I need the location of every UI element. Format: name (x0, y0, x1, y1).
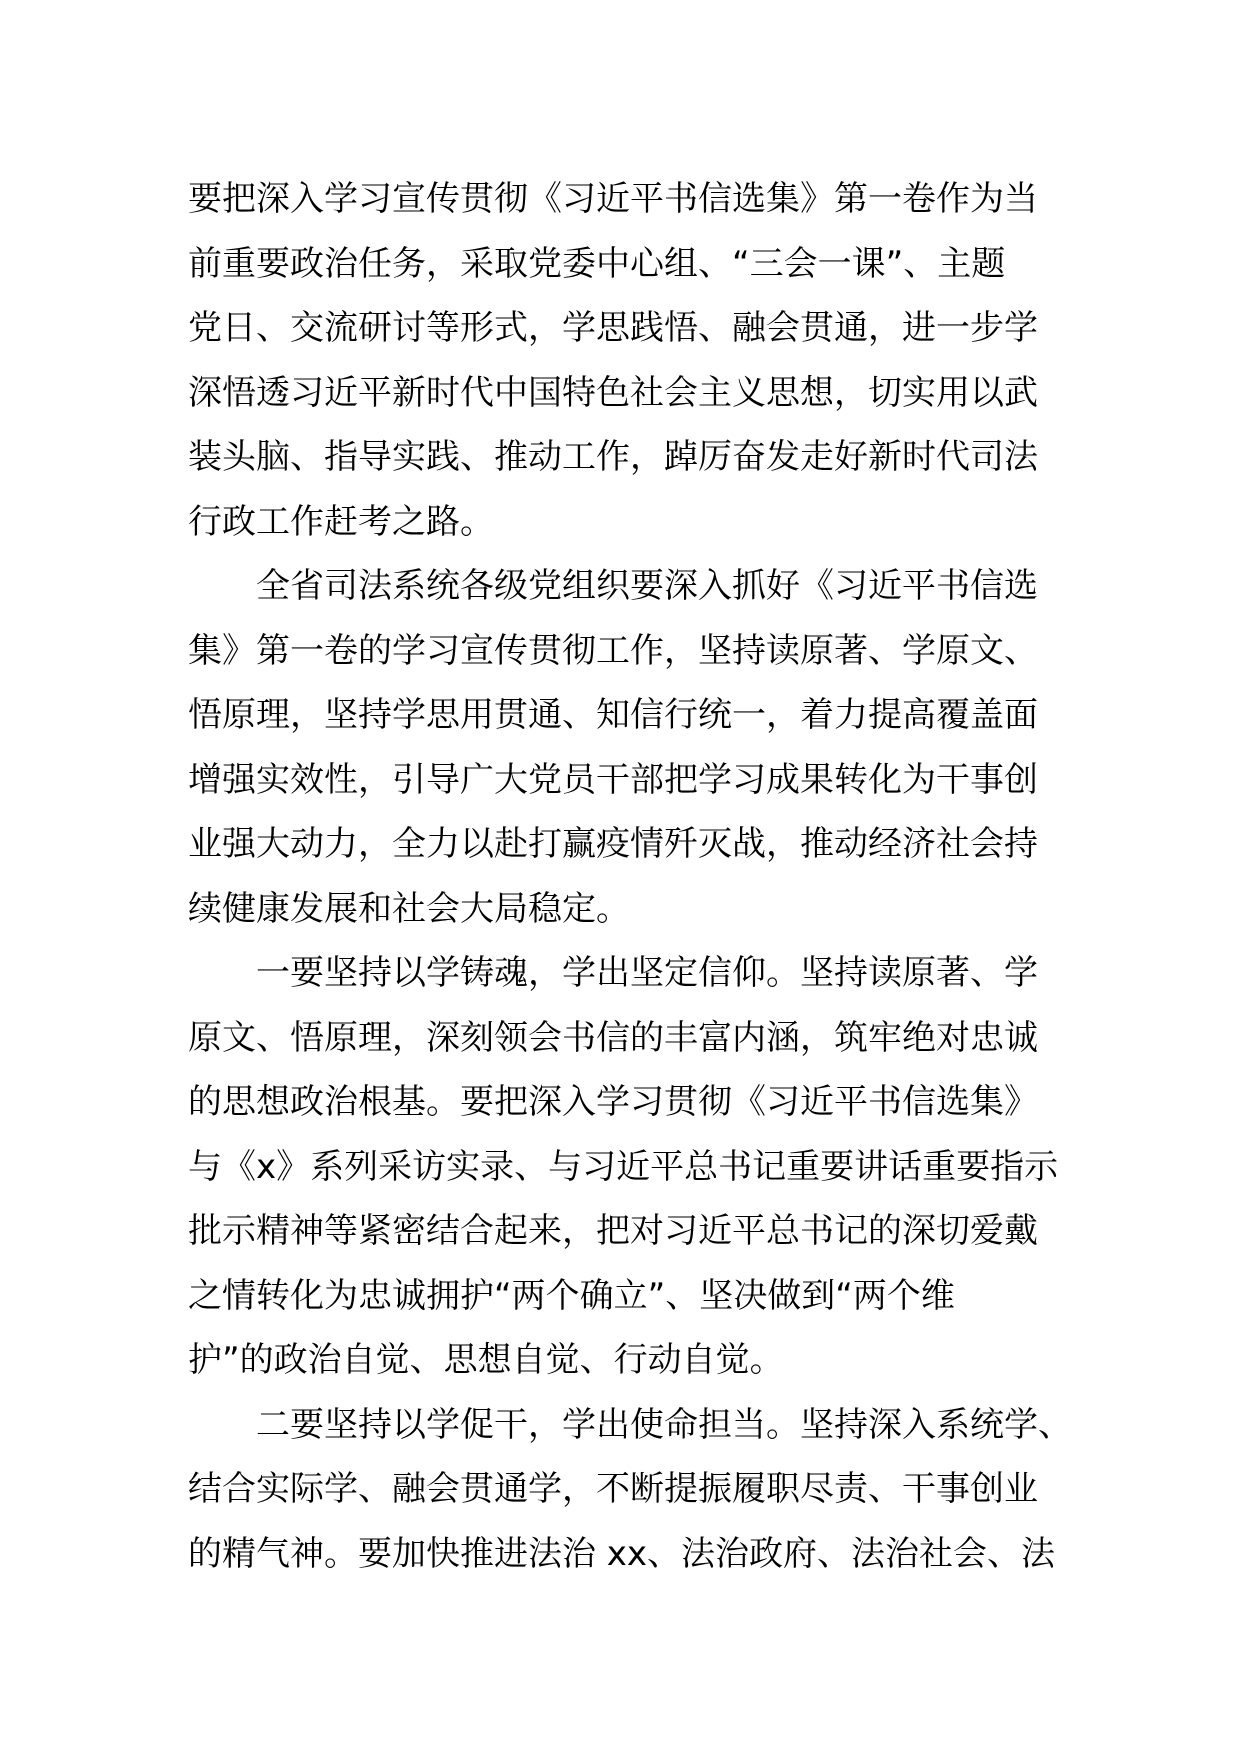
text-line: 业强大动力，全力以赴打赢疫情歼灭战，推动经济社会持 (188, 824, 1038, 864)
text-line: 党日、交流研讨等形式，学思践悟、融会贯通，进一步学 (188, 308, 1038, 348)
text-line: 与《x》系列采访实录、与习近平总书记重要讲话重要指示 (188, 1146, 1059, 1187)
text-line: 批示精神等紧密结合起来，把对习近平总书记的深切爱戴 (188, 1211, 1038, 1251)
text-line: 要把深入学习宣传贯彻《习近平书信选集》第一卷作为当 (188, 179, 1038, 219)
text-line: 的思想政治根基。要把深入学习贯彻《习近平书信选集》 (188, 1082, 1038, 1122)
paragraph-start-line: 一要坚持以学铸魂，学出坚定信仰。坚持读原著、学 (256, 953, 1038, 993)
text-line: 的精气神。要加快推进法治 xx、法治政府、法治社会、法 (188, 1533, 1056, 1574)
text-line: 行政工作赶考之路。 (188, 501, 494, 542)
text-line: 续健康发展和社会大局稳定。 (188, 888, 630, 929)
paragraph-start-line: 全省司法系统各级党组织要深入抓好《习近平书信选 (256, 566, 1038, 606)
text-line: 护”的政治自觉、思想自觉、行动自觉。 (188, 1340, 784, 1380)
text-line: 前重要政治任务，采取党委中心组、“三会一课”、主题 (188, 243, 1006, 284)
text-line: 集》第一卷的学习宣传贯彻工作，坚持读原著、学原文、 (188, 630, 1038, 671)
text-line: 原文、悟原理，深刻领会书信的丰富内涵，筑牢绝对忠诚 (188, 1017, 1038, 1058)
text-line: 悟原理，坚持学思用贯通、知信行统一，着力提高覆盖面 (188, 695, 1038, 735)
text-line: 深悟透习近平新时代中国特色社会主义思想，切实用以武 (188, 372, 1038, 413)
body-text (188, 167, 1072, 1586)
text-line: 装头脑、指导实践、推动工作，踔厉奋发走好新时代司法 (188, 437, 1038, 477)
paragraph-start-line: 二要坚持以学促干，学出使命担当。坚持深入系统学、 (256, 1404, 1072, 1445)
text-line: 增强实效性，引导广大党员干部把学习成果转化为干事创 (188, 759, 1038, 800)
text-line: 之情转化为忠诚拥护“两个确立”、坚决做到“两个维 (188, 1275, 955, 1316)
text-line: 结合实际学、融会贯通学，不断提振履职尽责、干事创业 (188, 1469, 1038, 1509)
